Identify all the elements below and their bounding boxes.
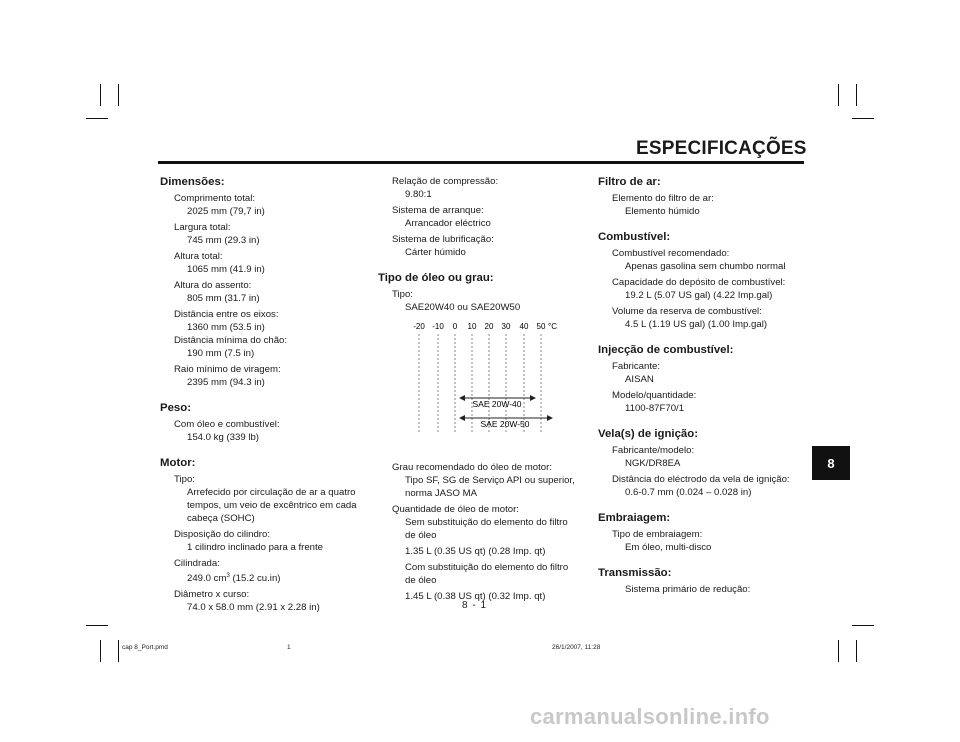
tick-label: 50 bbox=[536, 322, 546, 331]
watermark: carmanualsonline.info bbox=[530, 704, 770, 729]
tick-label: 0 bbox=[452, 322, 458, 331]
chart-tick-labels bbox=[413, 322, 557, 331]
spec-label: Relação de compressão: bbox=[392, 176, 499, 187]
spec-label: Elemento do filtro de ar: bbox=[612, 193, 714, 204]
column-1 bbox=[160, 175, 370, 614]
spec-value: 1 cilindro inclinado para a frente bbox=[187, 542, 323, 553]
spec-value: 2395 mm (94.3 in) bbox=[187, 377, 265, 388]
spec-value: Sem substituição do elemento do filtro bbox=[405, 517, 568, 528]
spec-label: Disposição do cilindro: bbox=[174, 529, 270, 540]
section-heading-combustivel: Combustível: bbox=[598, 231, 671, 243]
column-2 bbox=[378, 175, 588, 314]
spec-value: 805 mm (31.7 in) bbox=[187, 293, 260, 304]
section-heading-peso: Peso: bbox=[160, 402, 192, 414]
spec-label: Cilindrada: bbox=[174, 558, 220, 569]
section-heading-injeccao: Injecção de combustível: bbox=[598, 344, 734, 356]
crop-mark bbox=[118, 640, 119, 662]
spec-value: Cárter húmido bbox=[405, 247, 466, 258]
tick-label: 20 bbox=[484, 322, 494, 331]
cilindrada-number: 249.0 cm bbox=[187, 573, 227, 585]
spec-value: Arrefecido por circulação de ar a quatro bbox=[187, 487, 356, 498]
range-bar-arrow bbox=[459, 395, 465, 401]
spec-label: Sistema de arranque: bbox=[392, 205, 484, 216]
range-bar-label: SAE 20W-50 bbox=[480, 419, 530, 429]
crop-mark bbox=[118, 84, 119, 106]
spec-label: Fabricante: bbox=[612, 361, 660, 372]
tick-label: 30 bbox=[501, 322, 511, 331]
range-bar-20w40 bbox=[459, 395, 536, 409]
spec-label: Raio mínimo de viragem: bbox=[174, 364, 281, 375]
spec-label: Diâmetro x curso: bbox=[174, 589, 250, 601]
spec-value: Elemento húmido bbox=[625, 206, 700, 217]
section-heading-dimensoes: Dimensões: bbox=[160, 176, 225, 188]
spec-value: 1100-87F70/1 bbox=[625, 403, 685, 414]
spec-value: cabeça (SOHC) bbox=[187, 513, 255, 524]
spec-label: Sistema de lubrificação: bbox=[392, 234, 494, 245]
spec-label: Capacidade do depósito de combustível: bbox=[612, 277, 786, 288]
tick-label: 40 bbox=[519, 322, 529, 331]
tick-label: 10 bbox=[467, 322, 477, 331]
spec-value: 2025 mm (79,7 in) bbox=[187, 206, 265, 217]
spec-value: tempos, um veio de excêntrico em cada bbox=[187, 500, 357, 511]
spec-value: 19.2 L (5.07 US gal) (4.22 Imp.gal) bbox=[625, 290, 773, 301]
footer-datetime: 26/1/2007, 11:28 bbox=[552, 644, 601, 651]
spec-value: 154.0 kg (339 lb) bbox=[187, 432, 259, 443]
spec-value: 1.45 L (0.38 US qt) (0.32 Imp. qt) bbox=[405, 591, 546, 602]
spec-label: Fabricante/modelo: bbox=[612, 445, 695, 456]
oil-viscosity-chart bbox=[405, 318, 565, 436]
spec-value: 1360 mm (53.5 in) bbox=[187, 322, 265, 333]
tick-label: -10 bbox=[432, 322, 444, 331]
spec-label: Largura total: bbox=[174, 222, 231, 233]
crop-mark bbox=[100, 84, 101, 106]
range-bar-label: SAE 20W-40 bbox=[472, 399, 522, 409]
spec-label: Distância mínima do chão: bbox=[174, 335, 288, 346]
spec-label: Grau recomendado do óleo de motor: bbox=[392, 462, 552, 473]
spec-value: 74.0 x 58.0 mm (2.91 x 2.28 in) bbox=[187, 602, 320, 614]
spec-label: Altura total: bbox=[174, 251, 223, 262]
spec-label: Quantidade de óleo de motor: bbox=[392, 504, 519, 515]
spec-value: 9.80:1 bbox=[405, 189, 432, 200]
section-heading-embraiagem: Embraiagem: bbox=[598, 512, 671, 524]
spec-label: Com óleo e combustível: bbox=[174, 419, 280, 430]
column-2-lower bbox=[378, 461, 593, 603]
spec-value: de óleo bbox=[405, 575, 437, 586]
spec-label: Combustível recomendado: bbox=[612, 248, 730, 259]
spec-label: Distância entre os eixos: bbox=[174, 309, 279, 320]
spec-label: Tipo: bbox=[174, 474, 195, 485]
tick-label: -20 bbox=[413, 322, 425, 331]
spec-value: de óleo bbox=[405, 530, 437, 541]
page-number: 8 - 1 bbox=[462, 600, 488, 611]
spec-label: Modelo/quantidade: bbox=[612, 390, 697, 401]
crop-mark bbox=[852, 625, 874, 626]
footer-page: 1 bbox=[287, 644, 291, 651]
spec-label: Volume da reserva de combustível: bbox=[612, 306, 762, 317]
range-bar-arrow bbox=[547, 415, 553, 421]
spec-value: SAE20W40 ou SAE20W50 bbox=[405, 302, 521, 313]
column-3 bbox=[598, 175, 810, 596]
crop-mark bbox=[856, 84, 857, 106]
section-heading-vela: Vela(s) de ignição: bbox=[598, 428, 699, 440]
spec-value: 1065 mm (41.9 in) bbox=[187, 264, 265, 275]
spec-label: Comprimento total: bbox=[174, 193, 256, 204]
spec-value: norma JASO MA bbox=[405, 488, 477, 499]
chapter-tab: 8 bbox=[812, 446, 850, 480]
page-title: ESPECIFICAÇÕES bbox=[636, 138, 807, 159]
spec-value: Arrancador eléctrico bbox=[405, 218, 491, 229]
chart-unit: °C bbox=[548, 322, 557, 331]
footer-filename: cap 8_Port.pmd bbox=[122, 644, 168, 651]
title-rule bbox=[158, 161, 804, 164]
spec-value: 1.35 L (0.35 US qt) (0.28 Imp. qt) bbox=[405, 546, 546, 557]
section-heading-filtro: Filtro de ar: bbox=[598, 176, 661, 188]
spec-label: Tipo de embraiagem: bbox=[612, 529, 703, 540]
section-heading-oleo: Tipo de óleo ou grau: bbox=[378, 272, 494, 284]
spec-value: Em óleo, multi-disco bbox=[625, 542, 712, 553]
spec-value: 0.6-0.7 mm (0.024 – 0.028 in) bbox=[625, 487, 752, 498]
spec-value: Com substituição do elemento do filtro bbox=[405, 562, 569, 573]
spec-value bbox=[187, 570, 370, 585]
range-bar-arrow bbox=[459, 415, 465, 421]
spec-value: Tipo SF, SG de Serviço API ou superior, bbox=[405, 475, 575, 486]
range-bar-20w50 bbox=[459, 415, 553, 429]
crop-mark bbox=[852, 118, 874, 119]
spec-label: Tipo: bbox=[392, 289, 413, 300]
crop-mark bbox=[838, 640, 839, 662]
cilindrada-superscript: 3 bbox=[226, 573, 230, 579]
section-heading-transmissao: Transmissão: bbox=[598, 567, 672, 579]
spec-value: 4.5 L (1.19 US gal) (1.00 Imp.gal) bbox=[625, 319, 768, 330]
spec-value: NGK/DR8EA bbox=[625, 458, 681, 469]
crop-mark bbox=[86, 625, 108, 626]
spec-value: 190 mm (7.5 in) bbox=[187, 348, 255, 359]
crop-mark bbox=[86, 118, 108, 119]
spec-value: Apenas gasolina sem chumbo normal bbox=[625, 261, 786, 272]
spec-label: Distância do eléctrodo da vela de ignição: bbox=[612, 474, 790, 485]
cilindrada-tail: (15.2 cu.in) bbox=[229, 573, 281, 585]
crop-mark bbox=[100, 640, 101, 662]
crop-mark bbox=[838, 84, 839, 106]
spec-value: 745 mm (29.3 in) bbox=[187, 235, 260, 246]
crop-mark bbox=[856, 640, 857, 662]
range-bar-arrow bbox=[530, 395, 536, 401]
spec-label: Altura do assento: bbox=[174, 280, 252, 291]
section-heading-motor: Motor: bbox=[160, 457, 196, 469]
spec-value: AISAN bbox=[625, 374, 654, 385]
spec-label: Sistema primário de redução: bbox=[625, 584, 751, 595]
